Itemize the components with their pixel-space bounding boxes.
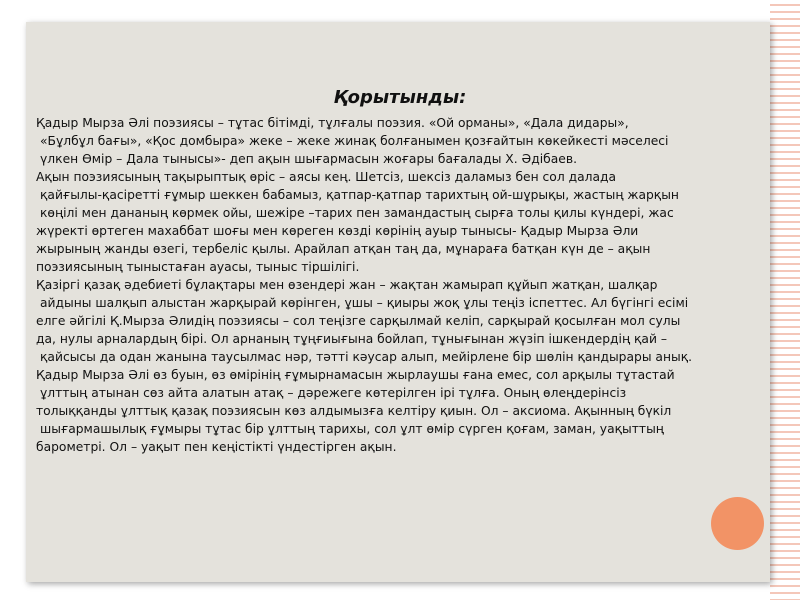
stripe-line	[770, 284, 800, 286]
orange-circle-ornament	[711, 497, 764, 550]
stripe-line	[770, 592, 800, 594]
stripe-line	[770, 396, 800, 398]
stripe-line	[770, 494, 800, 496]
text-line: жырының жанды өзегі, тербеліс қылы. Арайлап атқан таң да, мұнараға батқан күн де – ақын	[36, 242, 651, 256]
stripe-line	[770, 200, 800, 202]
stripe-line	[770, 130, 800, 132]
stripe-line	[770, 305, 800, 307]
stripe-line	[770, 235, 800, 237]
stripe-line	[770, 158, 800, 160]
stripe-line	[770, 480, 800, 482]
stripe-line	[770, 151, 800, 153]
stripe-line	[770, 165, 800, 167]
stripe-line	[770, 53, 800, 55]
stripe-line	[770, 46, 800, 48]
stripe-line	[770, 361, 800, 363]
stripe-line	[770, 543, 800, 545]
text-line: үлкен Өмір – Дала тынысы»- деп ақын шығармасын жоғары бағалады Х. Әдібаев.	[40, 152, 577, 166]
stripe-line	[770, 277, 800, 279]
stripe-line	[770, 417, 800, 419]
stripe-line	[770, 459, 800, 461]
stripe-line	[770, 522, 800, 524]
stripe-line	[770, 410, 800, 412]
text-line: барометрі. Ол – уақыт пен кеңістікті үндестірген ақын.	[36, 440, 397, 454]
stripe-line	[770, 67, 800, 69]
stripe-line	[770, 529, 800, 531]
stripe-line	[770, 466, 800, 468]
stripe-line	[770, 550, 800, 552]
stripe-line	[770, 501, 800, 503]
text-line: қайғылы-қасіретті ғұмыр шеккен бабамыз, қатпар-қатпар тарихтың ой-шұрықы, жастың жарқын	[40, 188, 679, 202]
stripe-line	[770, 263, 800, 265]
stripe-line	[770, 116, 800, 118]
stripe-line	[770, 438, 800, 440]
stripe-line	[770, 25, 800, 27]
stripe-line	[770, 382, 800, 384]
stripe-line	[770, 319, 800, 321]
stripe-line	[770, 354, 800, 356]
text-line: жүректі өртеген махаббат шоғы мен көреген көзді көрінің ауыр тынысы- Қадыр Мырза Әли	[36, 224, 639, 238]
stripe-line	[770, 347, 800, 349]
stripe-line	[770, 557, 800, 559]
text-line: поэзиясының тыныстаған ауасы, тыныс тіршілігі.	[36, 260, 360, 274]
stripe-line	[770, 571, 800, 573]
stripe-line	[770, 193, 800, 195]
text-line: көңілі мен дананың көрмек ойы, шежіре –тарих пен замандастың сырға толы қилы күндері, жас	[40, 206, 674, 220]
stripe-line	[770, 291, 800, 293]
text-line: шығармашылық ғұмыры тұтас бір ұлттың тарихы, сол ұлт өмір сүрген қоғам, заман, уақыттың	[40, 422, 664, 436]
stripe-line	[770, 18, 800, 20]
text-line: ұлттың атынан сөз айта алатын атақ – дәрежеге көтерілген ірі тұлға. Оның өлеңдерінсіз	[40, 386, 627, 400]
stripe-line	[770, 536, 800, 538]
stripe-line	[770, 144, 800, 146]
stripe-line	[770, 221, 800, 223]
stripe-line	[770, 578, 800, 580]
stripe-line	[770, 207, 800, 209]
stripe-line	[770, 564, 800, 566]
stripe-line	[770, 508, 800, 510]
text-line: Қадыр Мырза Әлі өз буын, өз өмірінің ғұмырнамасын жырлаушы ғана емес, сол арқылы тұтастай	[36, 368, 675, 382]
slide-title: Қорытынды:	[333, 87, 467, 108]
stripe-line	[770, 81, 800, 83]
stripe-line	[770, 228, 800, 230]
stripe-line	[770, 389, 800, 391]
stripe-line	[770, 340, 800, 342]
stripe-line	[770, 487, 800, 489]
text-line: да, нулы арналардың бірі. Ол арнаның тұңғиығына бойлап, тұнығынан жүзіп ішкендердің қай –	[36, 332, 668, 346]
stripe-line	[770, 333, 800, 335]
stripe-line	[770, 431, 800, 433]
text-line: «Бұлбұл бағы», «Қос домбыра» жеке – жеке жинақ болғанымен қозғайтын көкейкесті мәселесі	[40, 134, 669, 148]
stripe-line	[770, 515, 800, 517]
stripe-line	[770, 137, 800, 139]
stripe-line	[770, 452, 800, 454]
stripe-line	[770, 74, 800, 76]
text-line: қайсысы да одан жанына таусылмас нәр, тәтті кәусар алып, мейірлене бір шөлін қандырары анық.	[40, 350, 693, 364]
stripe-line	[770, 312, 800, 314]
text-line: елге әйгілі Қ.Мырза Әлидің поэзиясы – сол теңізге сарқылмай келіп, сарқырай қосылған мол сулы	[36, 314, 681, 328]
stripe-line	[770, 445, 800, 447]
stripe-line	[770, 270, 800, 272]
stripe-line	[770, 123, 800, 125]
body-text	[36, 114, 766, 456]
stripe-line	[770, 424, 800, 426]
stripe-line	[770, 32, 800, 34]
stripe-line	[770, 473, 800, 475]
stripe-line	[770, 326, 800, 328]
stripe-line	[770, 39, 800, 41]
stripe-line	[770, 60, 800, 62]
text-line: толыққанды ұлттық қазақ поэзиясын көз алдымызға келтіру қиын. Ол – аксиома. Ақынның бүкіл	[36, 404, 672, 418]
stripe-line	[770, 242, 800, 244]
stripe-line	[770, 368, 800, 370]
stripe-line	[770, 172, 800, 174]
stripe-line	[770, 585, 800, 587]
stripe-line	[770, 375, 800, 377]
stripe-line	[770, 109, 800, 111]
stripe-line	[770, 11, 800, 13]
stripe-line	[770, 214, 800, 216]
text-line: Қазіргі қазақ әдебиеті бұлақтары мен өзендері жан – жақтан жамырап құйып жатқан, шалқар	[36, 278, 658, 292]
stripe-line	[770, 403, 800, 405]
stripe-line	[770, 249, 800, 251]
stripe-line	[770, 256, 800, 258]
text-line: Қадыр Мырза Әлі поэзиясы – тұтас бітімді, тұлғалы поэзия. «Ой орманы», «Дала дидары»,	[36, 116, 629, 130]
stripe-line	[770, 298, 800, 300]
text-line: Ақын поэзиясының тақырыптық өріс – аясы кең. Шетсіз, шексіз даламыз бен сол далада	[36, 170, 617, 184]
text-line: айдыны шалқып алыстан жарқырай көрінген, ұшы – қиыры жоқ ұлы теңіз іспеттес. Ал бүгінгі есімі	[40, 296, 689, 310]
stripe-line	[770, 4, 800, 6]
stripe-line	[770, 179, 800, 181]
stripe-line	[770, 186, 800, 188]
